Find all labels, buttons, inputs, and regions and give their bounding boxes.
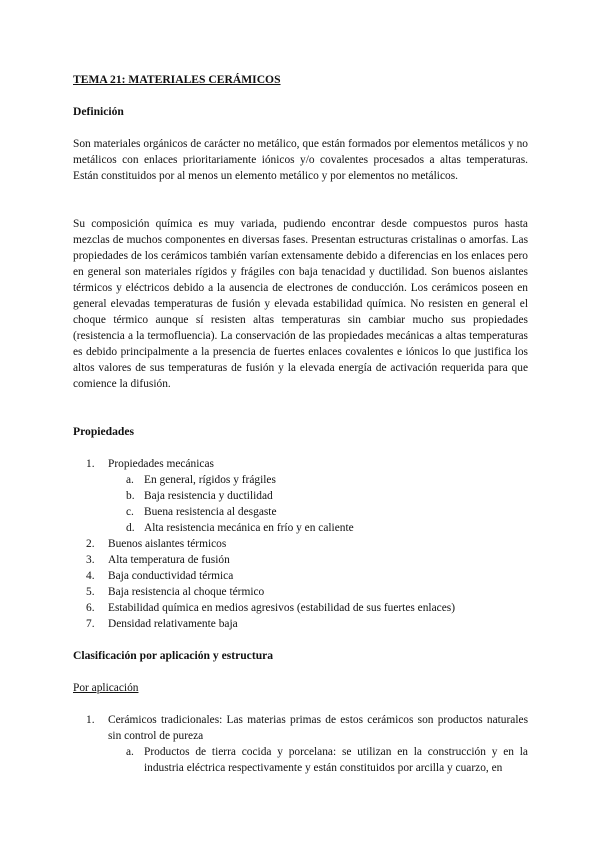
sublist-item (108, 520, 528, 536)
document-title: TEMA 21: MATERIALES CERÁMICOS (73, 73, 281, 86)
clasificacion-heading: Clasificación por aplicación y estructura (73, 649, 274, 662)
sublist-letter: a. (126, 474, 134, 486)
list-number: 1. (86, 714, 95, 726)
sublist-item (108, 744, 528, 776)
list-item (0, 568, 528, 584)
sublist-item-text: Alta resistencia mecánica en frío y en caliente (144, 522, 354, 534)
definicion-paragraph-2: Su composición química es muy variada, pudiendo encontrar desde compuestos puros hasta mezclas de muchos componentes en diversas fases. Presentan estructuras cristalinas o amorfas. Las propiedades de los cerámicos también varían extensamente debido a diferencias en los enlaces pero en general son materiales rígidos y frágiles con baja tenacidad y ductilidad. Son buenos aislantes térmicos y eléctricos debido a la ausencia de electrones de conducción. Los cerámicos poseen en general elevadas temperaturas de fusión y elevada estabilidad química. No resisten en general el choque térmico aunque sí resisten altas temperaturas sin cambiar mucho sus propiedades (resistencia a la termofluencia). La conservación de las propiedades mecánicas a altas temperaturas es debido principalmente a la presencia de fuertes enlaces covalentes e iónicos lo que justifica los altos valores de sus temperaturas de fusión y la elevada energía de activación requerida para que comience la difusión. (73, 218, 528, 390)
sublist-item (108, 472, 528, 488)
sublist-item-text: Baja resistencia y ductilidad (144, 490, 273, 502)
list-item (0, 616, 528, 632)
list-number: 5. (86, 586, 95, 598)
list-item (0, 584, 528, 600)
propiedades-heading: Propiedades (73, 425, 134, 438)
sublist-item (108, 504, 528, 520)
list-item (0, 536, 528, 552)
list-item-text: Propiedades mecánicas (108, 458, 214, 470)
sublist-letter: c. (126, 506, 134, 518)
list-item-text: Buenos aislantes térmicos (108, 538, 227, 550)
list-number: 2. (86, 538, 95, 550)
propiedades-list (0, 456, 600, 632)
sublist-letter: a. (126, 746, 134, 758)
sublist-letter: d. (126, 522, 135, 534)
sublist-item-text: En general, rígidos y frágiles (144, 474, 276, 486)
ceramicos-tradicionales-sublist (108, 744, 528, 776)
list-number: 4. (86, 570, 95, 582)
propiedades-mecanicas-sublist (108, 472, 528, 536)
list-number: 7. (86, 618, 95, 630)
list-item (0, 456, 528, 536)
list-item-text: Baja conductividad térmica (108, 570, 234, 582)
list-item (0, 552, 528, 568)
list-item (0, 600, 528, 616)
list-item-text: Estabilidad química en medios agresivos (estabilidad de sus fuertes enlaces) (108, 602, 455, 614)
list-item-text: Alta temperatura de fusión (108, 554, 230, 566)
sublist-item-text: Buena resistencia al desgaste (144, 506, 277, 518)
list-item-text: Baja resistencia al choque térmico (108, 586, 265, 598)
list-number: 6. (86, 602, 95, 614)
definicion-heading: Definición (73, 105, 124, 118)
clasificacion-list (0, 712, 600, 776)
por-aplicacion-subheading: Por aplicación (73, 682, 139, 694)
list-item (0, 712, 528, 776)
list-item-text: Densidad relativamente baja (108, 618, 238, 630)
sublist-item-text: Productos de tierra cocida y porcelana: se utilizan en la construcción y en la industria eléctrica respectivamente y están constituidos por arcilla y cuarzo, en (144, 746, 528, 774)
definicion-paragraph-1: Son materiales orgánicos de carácter no metálico, que están formados por elementos metálicos y no metálicos con enlaces prioritariamente iónicos y/o covalentes procesados a altas temperaturas. Están constituidos por al menos un elemento metálico y por elementos no metálicos. (73, 138, 528, 182)
list-number: 1. (86, 458, 95, 470)
sublist-item (108, 488, 528, 504)
list-number: 3. (86, 554, 95, 566)
list-item-text: Cerámicos tradicionales: Las materias primas de estos cerámicos son productos naturales sin control de pureza (108, 714, 528, 742)
sublist-letter: b. (126, 490, 135, 502)
